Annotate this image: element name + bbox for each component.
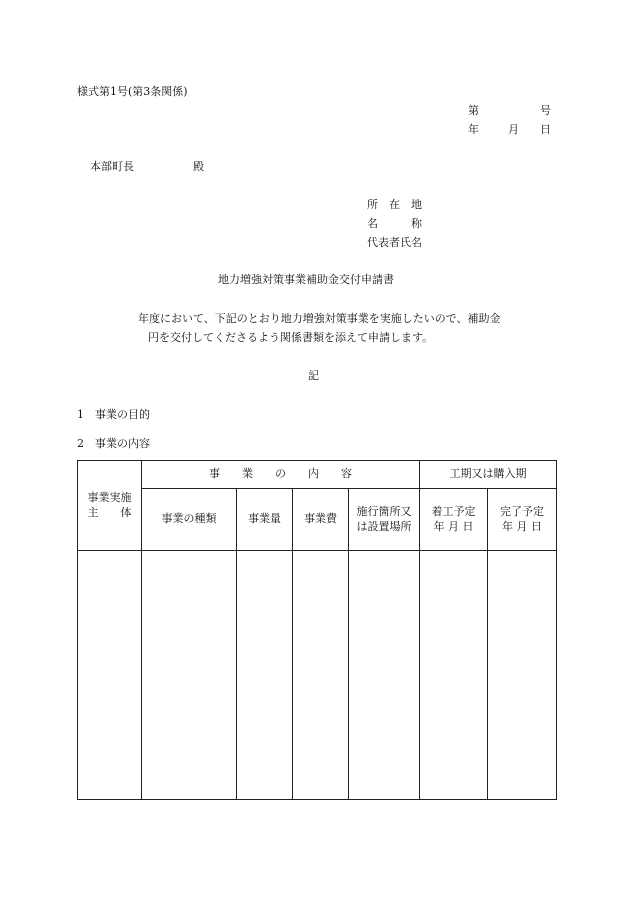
period-header-label: 工期又は購入期 bbox=[449, 467, 527, 481]
col-end-line-1: 完了予定 bbox=[500, 504, 544, 518]
applicant-rep-label: 代表者氏名 bbox=[367, 236, 422, 249]
document-title: 地力増強対策事業補助金交付申請書 bbox=[218, 273, 394, 286]
cell-quantity[interactable] bbox=[237, 551, 293, 800]
form-number: 様式第1号(第3条関係) bbox=[77, 85, 188, 98]
date-month: 月 bbox=[508, 123, 519, 136]
body-line-1: 年度において、下記のとおり地力増強対策事業を実施したいので、補助金 bbox=[138, 312, 501, 325]
col-end-line-2: 年 月 日 bbox=[502, 519, 542, 533]
ki-heading: 記 bbox=[308, 369, 319, 382]
cell-type[interactable] bbox=[142, 551, 237, 800]
col-quantity-label: 事業量 bbox=[248, 512, 281, 526]
entity-header bbox=[78, 461, 142, 551]
cell-start[interactable] bbox=[420, 551, 488, 800]
entity-header-line-1: 事業実施 bbox=[87, 490, 132, 504]
applicant-name-label: 名 称 bbox=[367, 217, 422, 230]
recipient-title: 本部町長 bbox=[90, 160, 134, 173]
cell-location[interactable] bbox=[349, 551, 420, 800]
content-header bbox=[142, 461, 420, 489]
col-type-label: 事業の種類 bbox=[161, 512, 217, 526]
doc-number-prefix: 第 bbox=[468, 104, 479, 117]
col-start-line-1: 着工予定 bbox=[431, 504, 476, 518]
col-cost-label: 事業費 bbox=[304, 512, 337, 526]
doc-number-suffix: 号 bbox=[540, 104, 551, 117]
col-cost-header bbox=[293, 489, 349, 551]
table-row bbox=[78, 551, 557, 800]
col-end-header bbox=[488, 489, 557, 551]
col-quantity-header bbox=[237, 489, 293, 551]
section-content: 2 事業の内容 bbox=[77, 437, 150, 450]
entity-header-line-2: 主 体 bbox=[87, 505, 132, 519]
project-content-table bbox=[77, 460, 557, 800]
period-header bbox=[420, 461, 557, 489]
recipient-honorific: 殿 bbox=[193, 160, 204, 173]
col-start-line-2: 年 月 日 bbox=[433, 519, 474, 533]
cell-cost[interactable] bbox=[293, 551, 349, 800]
content-header-label: 事 業 の 内 容 bbox=[209, 467, 352, 481]
applicant-address-label: 所 在 地 bbox=[367, 198, 422, 211]
col-start-header bbox=[420, 489, 488, 551]
col-location-line-1: 施行箇所又 bbox=[356, 504, 412, 518]
col-location-line-2: は設置場所 bbox=[356, 519, 412, 533]
date-day: 日 bbox=[540, 123, 551, 136]
date-year: 年 bbox=[468, 123, 479, 136]
col-location-header bbox=[349, 489, 420, 551]
col-type-header bbox=[142, 489, 237, 551]
cell-entity[interactable] bbox=[78, 551, 142, 800]
section-purpose: 1 事業の目的 bbox=[77, 408, 150, 421]
cell-end[interactable] bbox=[488, 551, 557, 800]
body-line-2: 円を交付してくださるよう関係書類を添えて申請します。 bbox=[148, 331, 434, 344]
